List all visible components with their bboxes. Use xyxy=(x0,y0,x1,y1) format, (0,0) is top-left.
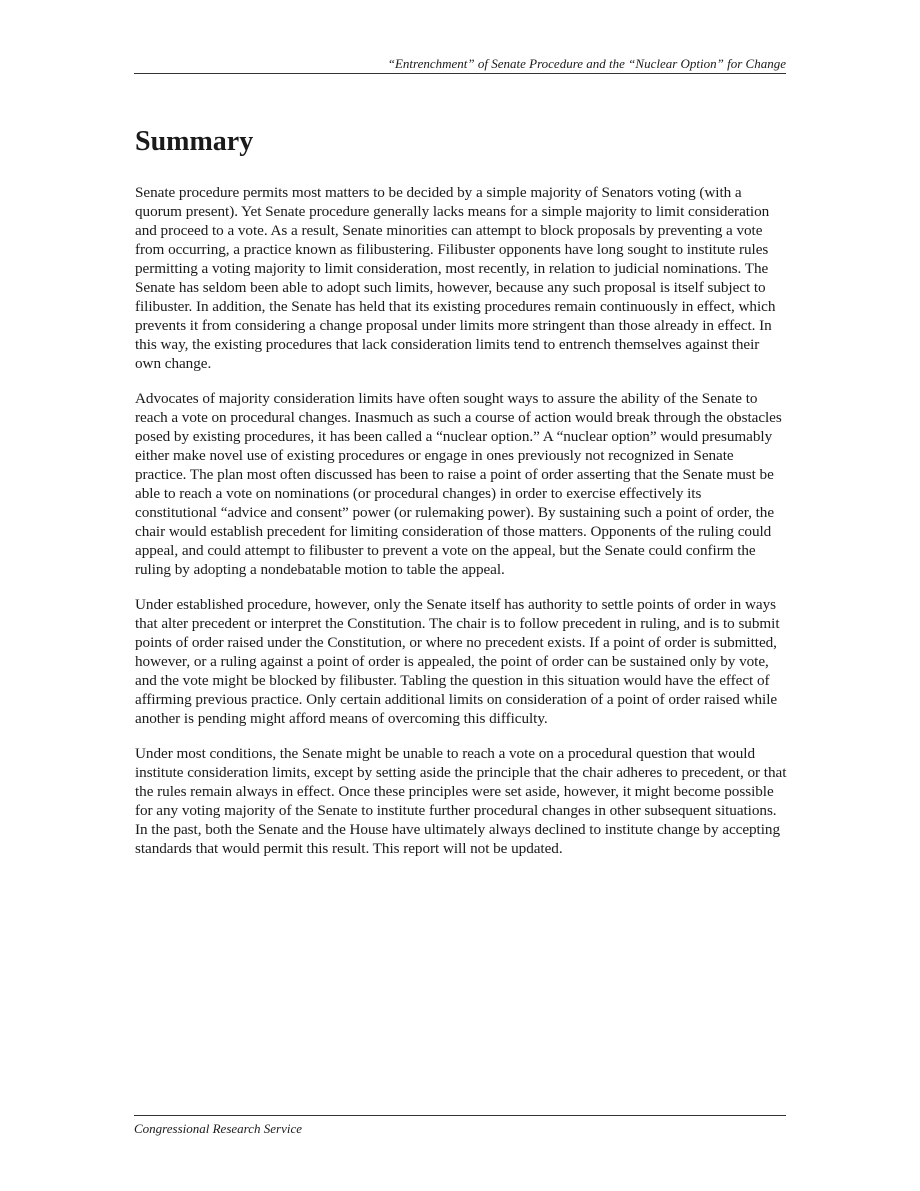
running-footer xyxy=(134,1115,786,1137)
running-header xyxy=(134,56,786,74)
summary-paragraph-3: Under established procedure, however, only the Senate itself has authority to settle points of order in ways that alter precedent or interpret the Constitution. The chair is to follow precedent in ruling, and is to submit points of order raised under the Constitution, or where no precedent exists. If a point of order is submitted, however, or a ruling against a point of order is appealed, the point of order can be sustained only by vote, and the vote might be blocked by filibuster. Tabling the question in this situation would have the effect of affirming previous practice. Only certain additional limits on consideration of a point of order raised while another is pending might afford means of overcoming this difficulty. xyxy=(135,596,780,727)
summary-paragraph-2: Advocates of majority consideration limits have often sought ways to assure the ability of the Senate to reach a vote on procedural changes. Inasmuch as such a course of action would break through the obstacles posed by existing procedures, it has been called a “nuclear option.” A “nuclear option” would presumably either make novel use of existing procedures or engage in ones previously not recognized in Senate practice. The plan most often discussed has been to raise a point of order asserting that the Senate must be able to reach a vote on nominations (or procedural changes) in order to exercise effectively its constitutional “advice and consent” power (or rulemaking power). By sustaining such a point of order, the chair would establish precedent for limiting consideration of those matters. Opponents of the ruling could appeal, and could attempt to filibuster to prevent a vote on the appeal, but the Senate could confirm the ruling by adopting a nondebatable motion to table the appeal. xyxy=(135,390,782,578)
running-header-title: “Entrenchment” of Senate Procedure and the “Nuclear Option” for Change xyxy=(387,56,786,71)
summary-paragraph-1: Senate procedure permits most matters to be decided by a simple majority of Senators voting (with a quorum present). Yet Senate procedure generally lacks means for a simple majority to limit consideration and proceed to a vote. As a result, Senate minorities can attempt to block proposals by preventing a vote from occurring, a practice known as filibustering. Filibuster opponents have long sought to institute rules permitting a voting majority to limit consideration, most recently, in relation to judicial nominations. The Senate has seldom been able to adopt such limits, however, because any such proposal is itself subject to filibuster. In addition, the Senate has held that its existing procedures remain continuously in effect, which prevents it from considering a change proposal under limits more stringent than those already in effect. In this way, the existing procedures that lack consideration limits tend to entrench themselves against their own change. xyxy=(135,184,776,372)
footer-organization: Congressional Research Service xyxy=(134,1121,302,1136)
page-title: Summary xyxy=(135,126,254,157)
summary-paragraph-4: Under most conditions, the Senate might be unable to reach a vote on a procedural question that would institute consideration limits, except by setting aside the principle that the chair adheres to precedent, or that the rules remain always in effect. Once these principles were set aside, however, it might become possible for any voting majority of the Senate to institute further procedural changes in other subsequent situations. In the past, both the Senate and the House have ultimately always declined to institute change by accepting standards that would permit this result. This report will not be updated. xyxy=(135,745,787,857)
summary-section xyxy=(135,120,787,874)
